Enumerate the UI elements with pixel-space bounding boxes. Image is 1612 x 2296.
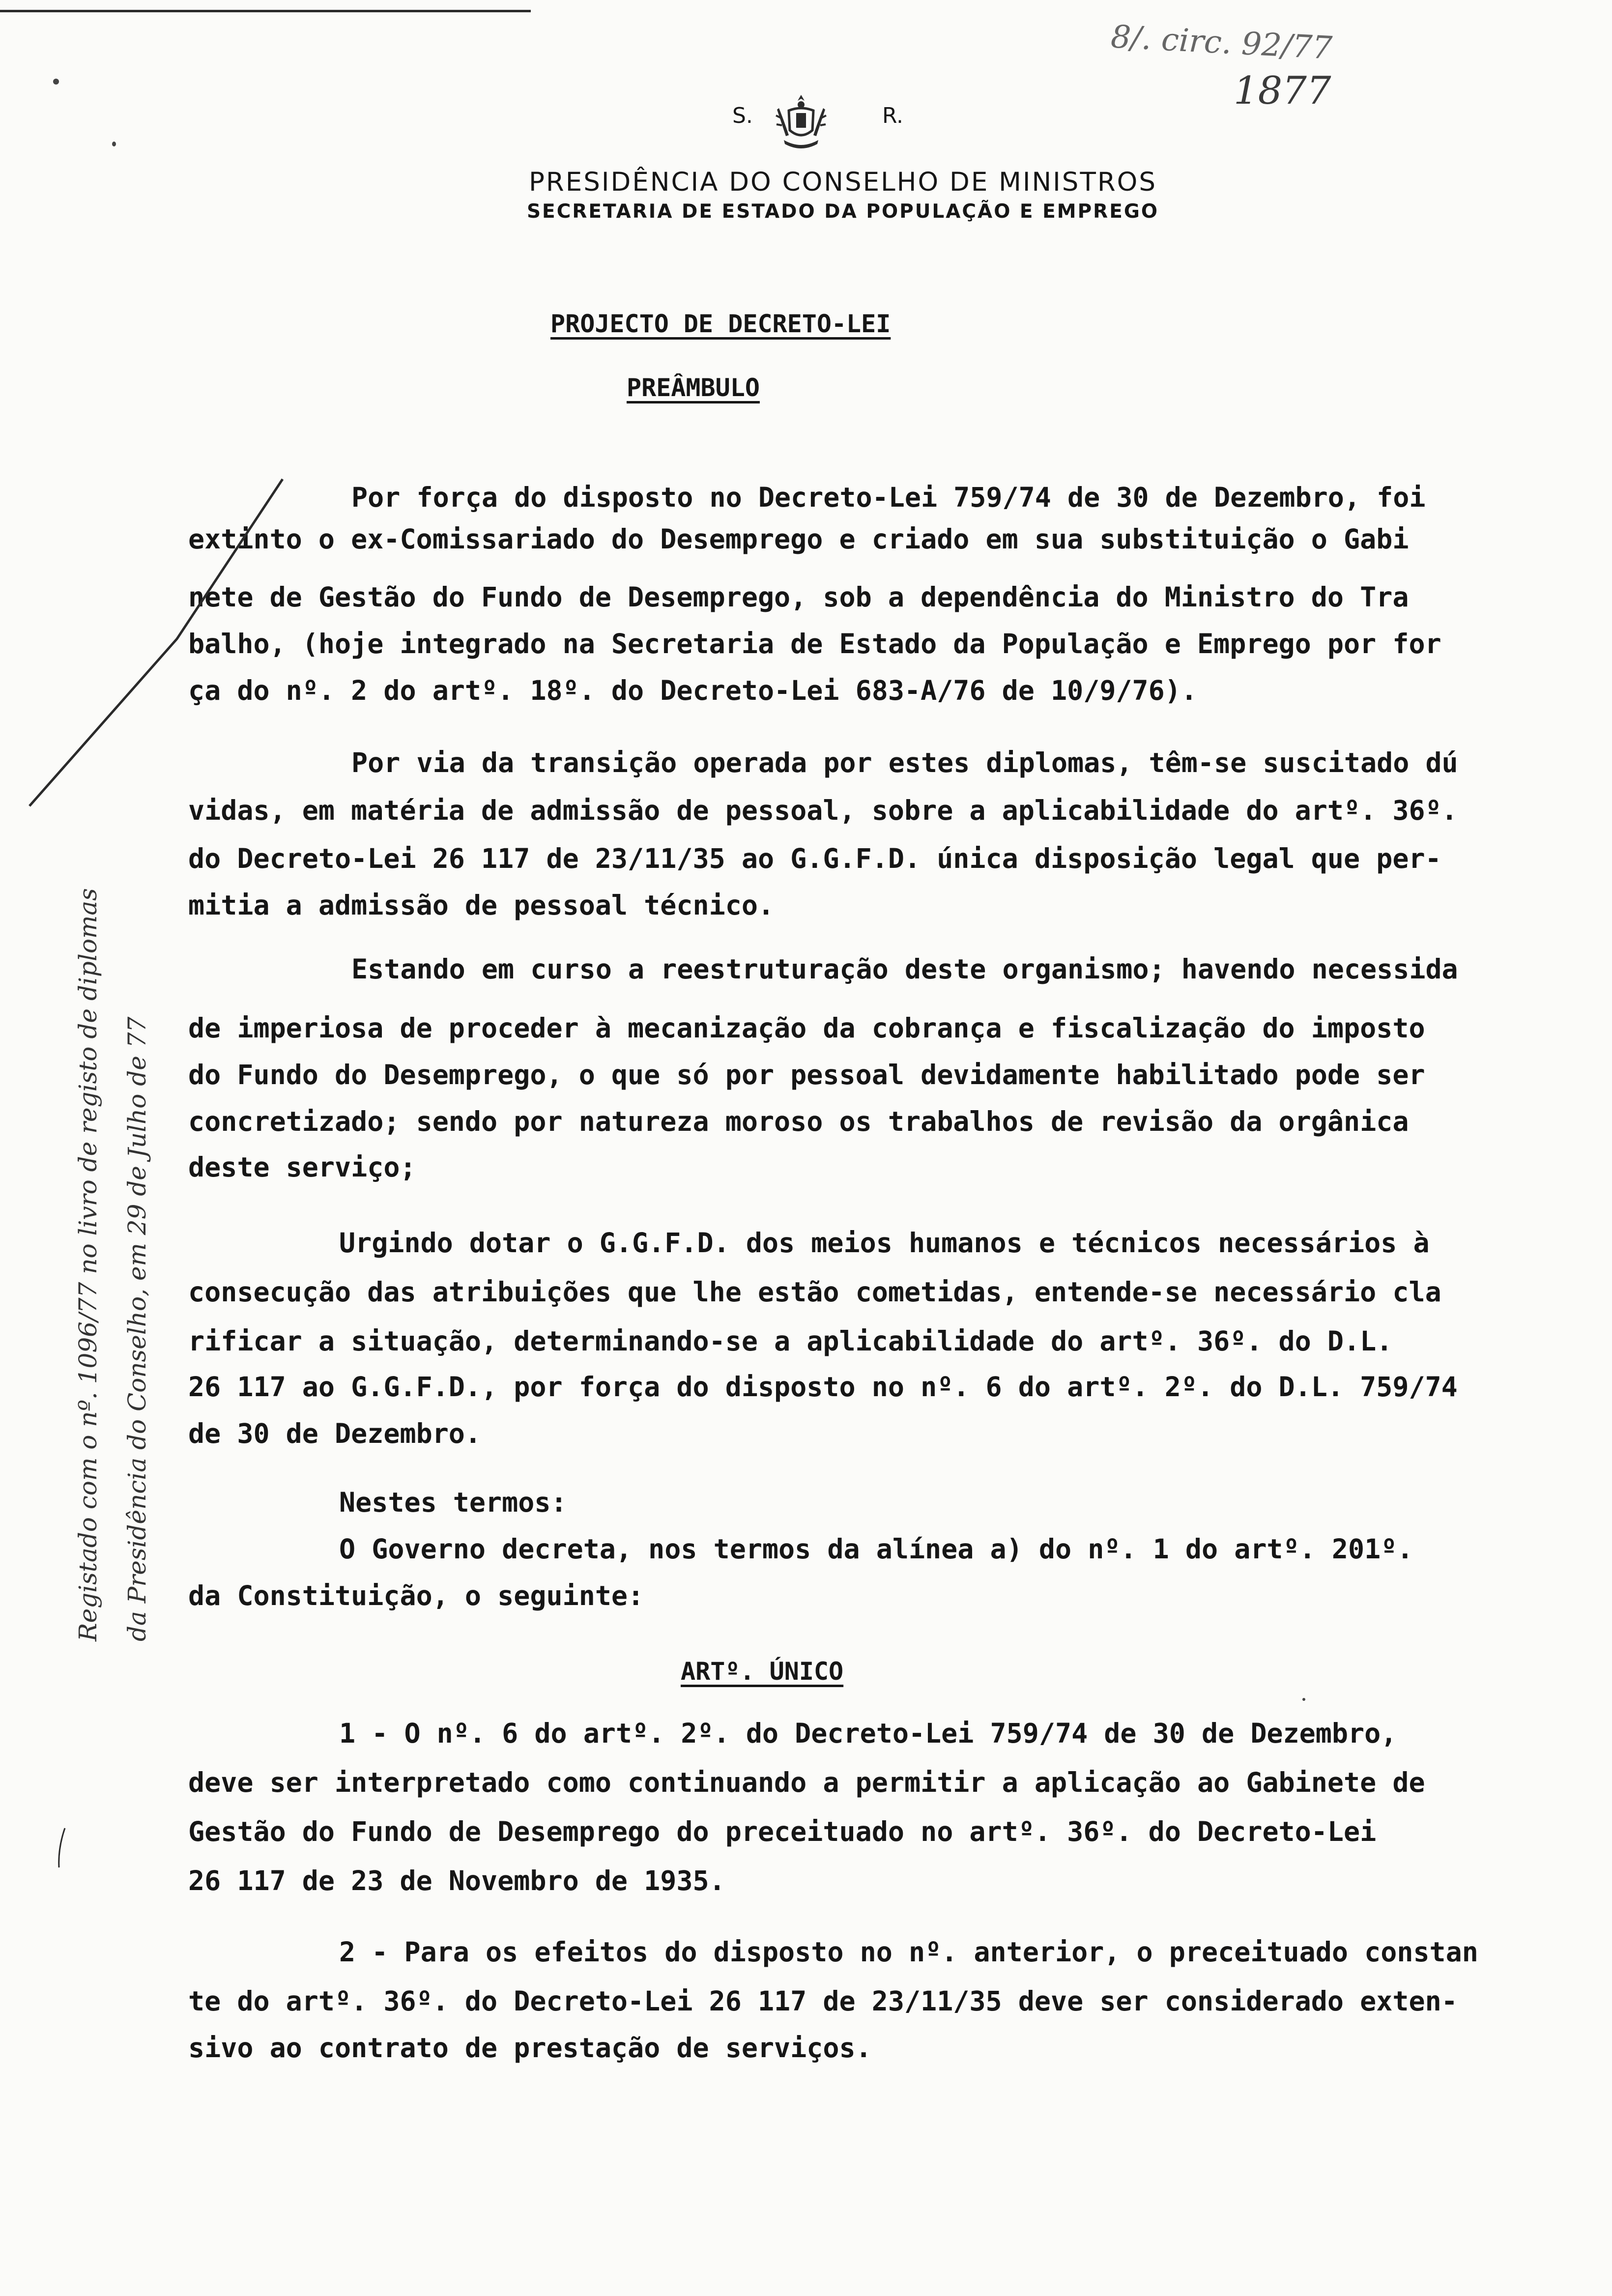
organization-name: PRESIDÊNCIA DO CONSELHO DE MINISTROS: [528, 167, 1157, 197]
body-line: vidas, em matéria de admissão de pessoal, sobre a aplicabilidade do artº. 36º.: [188, 795, 1458, 826]
body-line: ça do nº. 2 do artº. 18º. do Decreto-Lei 683-A/76 de 10/9/76).: [188, 675, 1197, 706]
body-line: de 30 de Dezembro.: [188, 1418, 482, 1449]
document-title: PROJECTO DE DECRETO-LEI: [550, 310, 891, 338]
body-line: nete de Gestão do Fundo de Desemprego, sob a dependência do Ministro do Tra: [188, 581, 1409, 613]
body-line: consecução das atribuições que lhe estão cometidas, entende-se necessário cla: [188, 1276, 1441, 1308]
article-line: 26 117 de 23 de Novembro de 1935.: [188, 1865, 725, 1896]
ink-speck: [53, 79, 59, 85]
article-line: deve ser interpretado como continuando a permitir a aplicação ao Gabinete de: [188, 1767, 1425, 1798]
body-line: O Governo decreta, nos termos da alínea a) do nº. 1 do artº. 201º.: [339, 1533, 1413, 1565]
article-heading: ARTº. ÚNICO: [681, 1657, 844, 1686]
body-line: de imperiosa de proceder à mecanização da cobrança e fiscalização do imposto: [188, 1012, 1425, 1044]
letterhead-right-letter: R.: [882, 103, 903, 128]
coat-of-arms-icon: [774, 91, 828, 152]
body-line: Estando em curso a reestruturação deste organismo; havendo necessida: [351, 953, 1458, 985]
article-line: sivo ao contrato de prestação de serviços.: [188, 2032, 872, 2064]
body-line: da Constituição, o seguinte:: [188, 1580, 644, 1611]
body-line: balho, (hoje integrado na Secretaria de Estado da População e Emprego por for: [188, 628, 1441, 660]
top-edge-line: [0, 10, 531, 12]
department-name: SECRETARIA DE ESTADO DA POPULAÇÃO E EMPREGO: [526, 201, 1159, 223]
article-line: 2 - Para os efeitos do disposto no nº. anterior, o preceituado constan: [339, 1936, 1478, 1968]
body-line: extinto o ex-Comissariado do Desemprego e criado em sua substituição o Gabi: [188, 523, 1409, 555]
article-line: te do artº. 36º. do Decreto-Lei 26 117 de 23/11/35 deve ser considerado exten-: [188, 1985, 1458, 2017]
body-line: 26 117 ao G.G.F.D., por força do disposto no nº. 6 do artº. 2º. do D.L. 759/74: [188, 1371, 1458, 1403]
body-line: do Fundo do Desemprego, o que só por pessoal devidamente habilitado pode ser: [188, 1059, 1425, 1091]
margin-note-line-1: Registado com o nº. 1096/77 no livro de registo de diplomas: [74, 888, 102, 1641]
archive-note-line-1: 8/. circ. 92/77: [1110, 19, 1333, 67]
body-line: Nestes termos:: [339, 1487, 567, 1518]
body-line: rificar a situação, determinando-se a aplicabilidade do artº. 36º. do D.L.: [188, 1325, 1393, 1357]
body-line: Por via da transição operada por estes diplomas, têm-se suscitado dú: [351, 747, 1458, 778]
body-line: deste serviço;: [188, 1151, 416, 1183]
archive-note-line-2: 1877: [1234, 69, 1331, 113]
margin-note-line-2: da Presidência do Conselho, em 29 de Julho de 77: [123, 1016, 151, 1641]
ink-speck: [1302, 1698, 1305, 1701]
body-line: mitia a admissão de pessoal técnico.: [188, 890, 775, 921]
registration-margin-note: [54, 888, 211, 1641]
article-line: 1 - O nº. 6 do artº. 2º. do Decreto-Lei 759/74 de 30 de Dezembro,: [339, 1718, 1397, 1749]
preamble-heading: PREÂMBULO: [627, 373, 760, 402]
article-line: Gestão do Fundo de Desemprego do preceituado no artº. 36º. do Decreto-Lei: [188, 1816, 1377, 1847]
body-line: Urgindo dotar o G.G.F.D. dos meios humanos e técnicos necessários à: [339, 1227, 1430, 1259]
ink-speck: [112, 142, 116, 146]
body-line: Por força do disposto no Decreto-Lei 759/74 de 30 de Dezembro, foi: [351, 482, 1426, 513]
body-line: concretizado; sendo por natureza moroso os trabalhos de revisão da orgânica: [188, 1106, 1409, 1137]
letterhead-left-letter: S.: [732, 103, 753, 128]
body-line: do Decreto-Lei 26 117 de 23/11/35 ao G.G.F.D. única disposição legal que per-: [188, 843, 1441, 874]
